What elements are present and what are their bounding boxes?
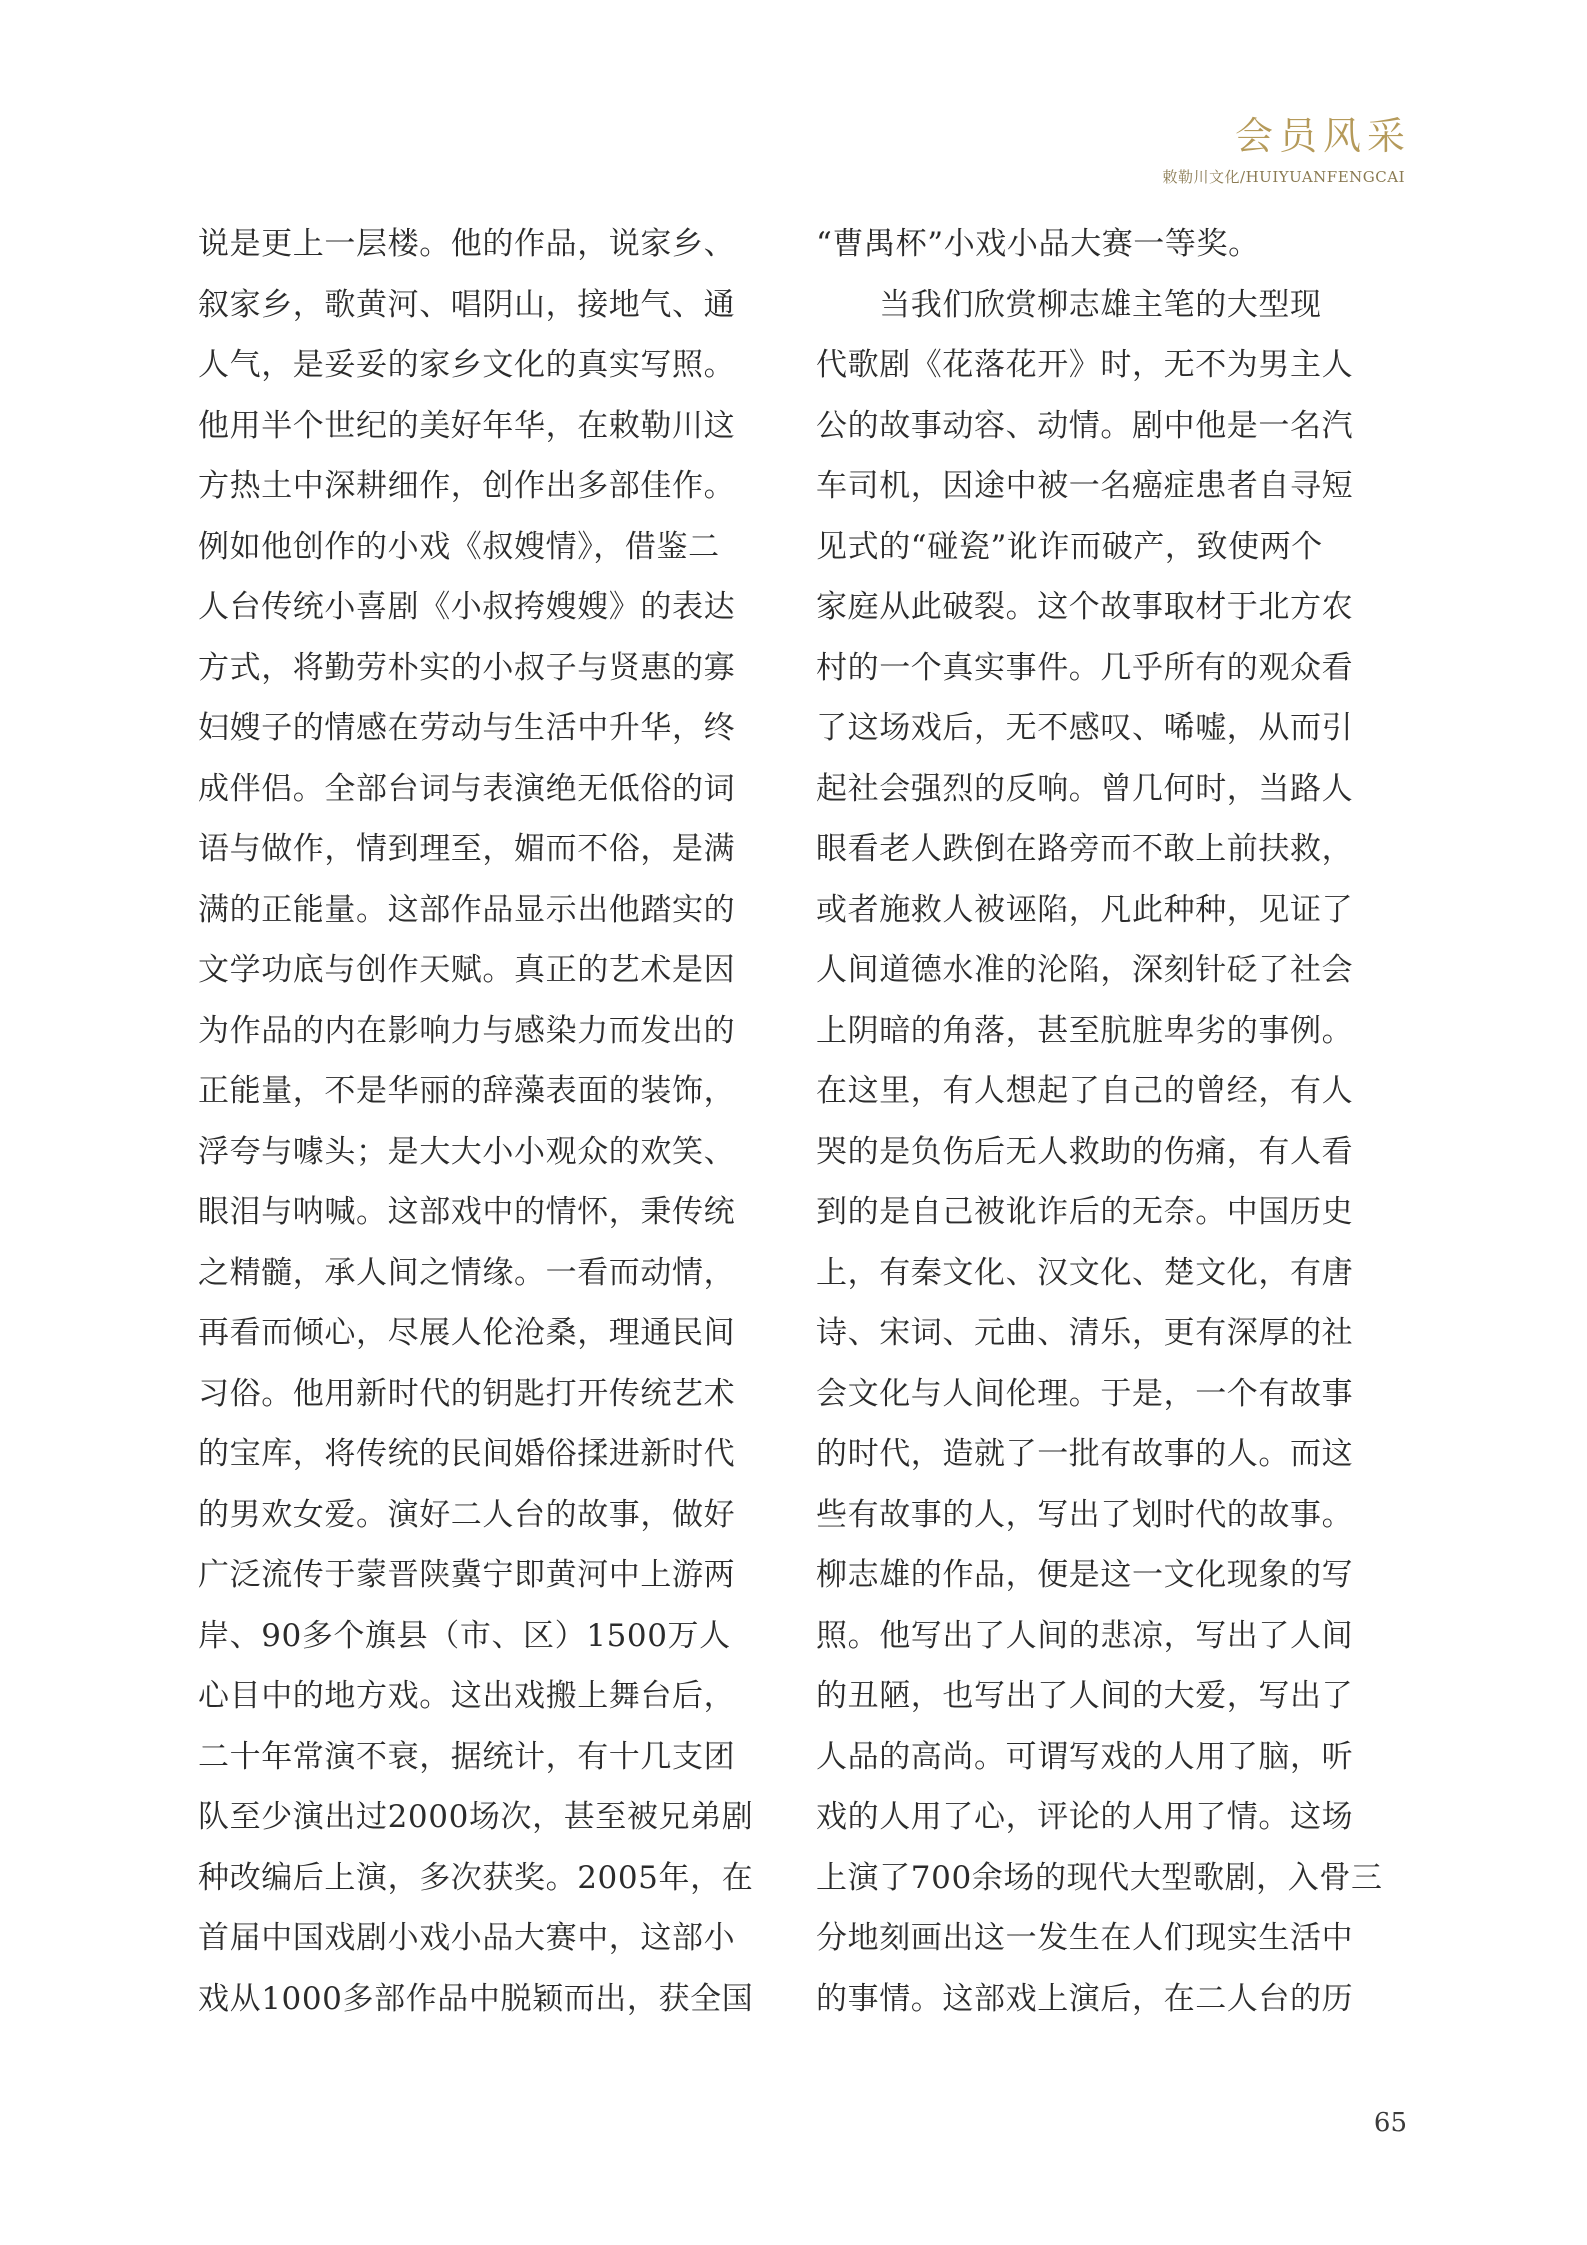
- text-line: 之精髓，承人间之情缘。一看而动情，: [198, 1254, 736, 1291]
- text-line: 哭的是负伤后无人救助的伤痛，有人看: [816, 1133, 1354, 1170]
- section-subtitle: 敕勒川文化/HUIYUANFENGCAI: [1162, 168, 1405, 186]
- text-line: 柳志雄的作品，便是这一文化现象的写: [816, 1557, 1354, 1593]
- text-line: 为作品的内在影响力与感染力而发出的: [198, 1012, 736, 1049]
- text-line: 见式的“碰瓷”讹诈而破产，致使两个: [816, 528, 1323, 565]
- text-line: 公的故事动容、动情。剧中他是一名汽: [816, 407, 1354, 444]
- text-line: 人间道德水准的沦陷，深刻针砭了社会: [816, 952, 1354, 988]
- text-line: 他用半个世纪的美好年华，在敕勒川这: [198, 407, 736, 444]
- text-line: 方式，将勤劳朴实的小叔子与贤惠的寡: [198, 649, 736, 686]
- text-line: 心目中的地方戏。这出戏搬上舞台后，: [198, 1678, 736, 1714]
- text-line: 车司机，因途中被一名癌症患者自寻短: [816, 468, 1354, 504]
- text-line: 人台传统小喜剧《小叔挎嫂嫂》的表达: [198, 589, 736, 625]
- text-line: 二十年常演不衰，据统计，有十几支团: [198, 1738, 736, 1775]
- text-line: 的事情。这部戏上演后，在二人台的历: [816, 1980, 1354, 2017]
- page-number: 65: [1373, 2108, 1407, 2138]
- text-line: 会文化与人间伦理。于是，一个有故事: [816, 1375, 1354, 1412]
- text-line: 广泛流传于蒙晋陕冀宁即黄河中上游两: [198, 1557, 736, 1593]
- text-line: 分地刻画出这一发生在人们现实生活中: [816, 1920, 1354, 1956]
- text-line: 人品的高尚。可谓写戏的人用了脑，听: [816, 1738, 1354, 1775]
- text-line: 家庭从此破裂。这个故事取材于北方农: [816, 589, 1354, 625]
- text-line: 当我们欣赏柳志雄主笔的大型现: [816, 286, 1322, 323]
- text-line: 再看而倾心，尽展人伦沧桑，理通民间: [198, 1315, 736, 1351]
- text-line: 上演了700余场的现代大型歌剧，入骨三: [816, 1859, 1383, 1896]
- text-line: “曹禺杯”小戏小品大赛一等奖。: [816, 226, 1260, 262]
- text-line: 村的一个真实事件。几乎所有的观众看: [816, 649, 1354, 686]
- text-line: 上阴暗的角落，甚至肮脏卑劣的事例。: [816, 1012, 1354, 1049]
- text-line: 在这里，有人想起了自己的曾经，有人: [816, 1073, 1354, 1109]
- text-line: 到的是自己被讹诈后的无奈。中国历史: [816, 1194, 1354, 1230]
- text-line: 诗、宋词、元曲、清乐，更有深厚的社: [816, 1315, 1354, 1351]
- page-header: [1162, 112, 1411, 188]
- text-line: 首届中国戏剧小戏小品大赛中，这部小: [198, 1920, 736, 1956]
- text-line: 上，有秦文化、汉文化、楚文化，有唐: [816, 1254, 1354, 1291]
- text-line: 岸、90多个旗县（市、区）1500万人: [198, 1617, 731, 1654]
- text-line: 方热土中深耕细作，创作出多部佳作。: [198, 468, 736, 504]
- text-line: 戏的人用了心，评论的人用了情。这场: [816, 1799, 1354, 1835]
- text-line: 戏从1000多部作品中脱颖而出，获全国: [198, 1980, 754, 2017]
- right-text-column: [816, 214, 1406, 2029]
- text-line: 浮夸与噱头；是大大小小观众的欢笑、: [198, 1133, 736, 1170]
- text-line: 起社会强烈的反响。曾几何时，当路人: [816, 770, 1354, 807]
- text-line: 的男欢女爱。演好二人台的故事，做好: [198, 1496, 736, 1533]
- text-line: 例如他创作的小戏《叔嫂情》，借鉴二: [198, 528, 720, 565]
- text-line: 文学功底与创作天赋。真正的艺术是因: [198, 952, 736, 988]
- text-line: 眼看老人跌倒在路旁而不敢上前扶救，: [816, 831, 1354, 867]
- text-line: 或者施救人被诬陷，凡此种种，见证了: [816, 891, 1354, 928]
- left-text-column: [198, 214, 788, 2029]
- text-line: 些有故事的人，写出了划时代的故事。: [816, 1496, 1354, 1533]
- text-line: 语与做作，情到理至，媚而不俗，是满: [198, 831, 736, 867]
- text-line: 的宝库，将传统的民间婚俗揉进新时代: [198, 1436, 736, 1472]
- text-line: 人气，是妥妥的家乡文化的真实写照。: [198, 347, 736, 383]
- text-line: 成伴侣。全部台词与表演绝无低俗的词: [198, 770, 736, 807]
- section-title: 会员风采: [1234, 114, 1411, 158]
- text-line: 说是更上一层楼。他的作品，说家乡、: [198, 226, 736, 262]
- text-line: 的时代，造就了一批有故事的人。而这: [816, 1436, 1354, 1472]
- text-line: 叙家乡，歌黄河、唱阴山，接地气、通: [198, 286, 736, 323]
- text-line: 代歌剧《花落花开》时，无不为男主人: [816, 347, 1354, 383]
- text-line: 照。他写出了人间的悲凉，写出了人间: [816, 1617, 1354, 1654]
- text-line: 正能量，不是华丽的辞藻表面的装饰，: [198, 1073, 736, 1109]
- text-line: 满的正能量。这部作品显示出他踏实的: [198, 891, 736, 928]
- text-line: 习俗。他用新时代的钥匙打开传统艺术: [198, 1375, 736, 1412]
- text-line: 妇嫂子的情感在劳动与生活中升华，终: [198, 710, 736, 746]
- text-line: 种改编后上演，多次获奖。2005年，在: [198, 1859, 754, 1896]
- text-line: 队至少演出过2000场次，甚至被兄弟剧: [198, 1799, 754, 1835]
- text-line: 了这场戏后，无不感叹、唏嘘，从而引: [816, 710, 1354, 746]
- text-line: 的丑陋，也写出了人间的大爱，写出了: [816, 1678, 1354, 1714]
- text-line: 眼泪与呐喊。这部戏中的情怀，秉传统: [198, 1194, 736, 1230]
